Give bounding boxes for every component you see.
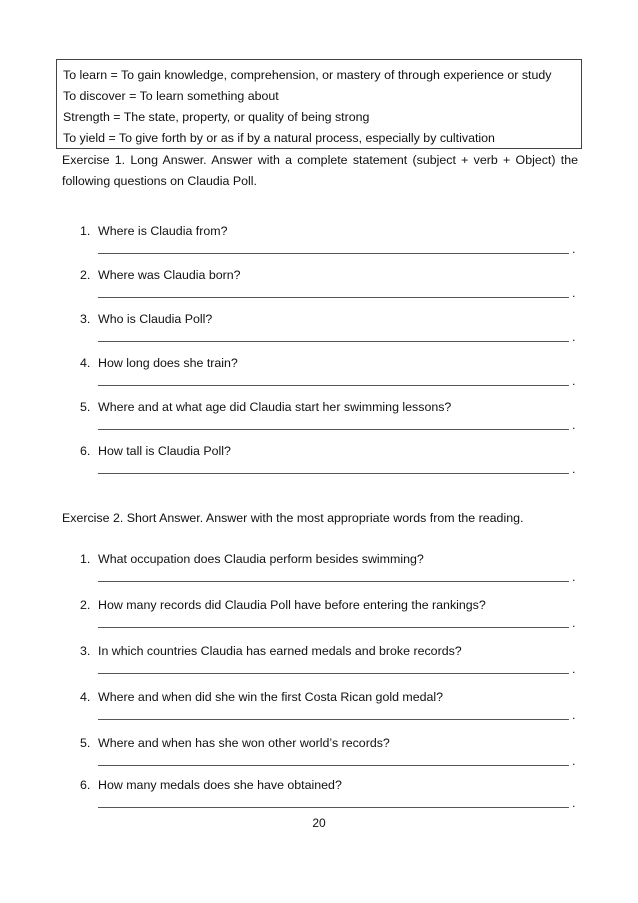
vocab-definition: Strength = The state, property, or quality of being strong	[63, 110, 370, 124]
question-text: What occupation does Claudia perform besides swimming?	[98, 552, 424, 566]
question-text: How tall is Claudia Poll?	[98, 444, 231, 458]
question-text: Where and when did she win the first Costa Rican gold medal?	[98, 690, 444, 704]
question-number: 4.	[80, 690, 91, 704]
question-text: Where and when has she won other world’s records?	[98, 736, 390, 750]
question-text: In which countries Claudia has earned medals and broke records?	[98, 644, 462, 658]
question-text: How long does she train?	[98, 356, 238, 370]
answer-line[interactable]: .	[98, 752, 569, 770]
question-text: Where and at what age did Claudia start her swimming lessons?	[98, 400, 452, 414]
exercise-1-heading: Exercise 1. Long Answer. Answer with a complete statement (subject + verb + Object) the following questions on Claudia Poll.	[62, 153, 578, 188]
question-number: 5.	[80, 736, 91, 750]
exercise-2-heading: Exercise 2. Short Answer. Answer with the most appropriate words from the reading.	[62, 511, 524, 525]
answer-line[interactable]: .	[98, 460, 569, 478]
answer-line[interactable]: .	[98, 568, 569, 586]
answer-line[interactable]: .	[98, 240, 569, 258]
question-number: 2.	[80, 598, 91, 612]
question-number: 4.	[80, 356, 91, 370]
question-number: 3.	[80, 644, 91, 658]
question-number: 5.	[80, 400, 91, 414]
question-text: Where is Claudia from?	[98, 224, 228, 238]
question-text: Where was Claudia born?	[98, 268, 241, 282]
page-number: 20	[312, 816, 326, 830]
vocabulary-box	[56, 59, 582, 149]
answer-line[interactable]: .	[98, 416, 569, 434]
question-text: How many records did Claudia Poll have before entering the rankings?	[98, 598, 486, 612]
vocab-definition: To yield = To give forth by or as if by a natural process, especially by cultivation	[63, 131, 495, 145]
answer-line[interactable]: .	[98, 660, 569, 678]
vocab-definition: To discover = To learn something about	[63, 89, 279, 103]
answer-line[interactable]: .	[98, 706, 569, 724]
question-text: How many medals does she have obtained?	[98, 778, 342, 792]
question-number: 6.	[80, 444, 91, 458]
question-number: 6.	[80, 778, 91, 792]
answer-line[interactable]: .	[98, 614, 569, 632]
question-number: 1.	[80, 552, 91, 566]
answer-line[interactable]: .	[98, 328, 569, 346]
question-number: 3.	[80, 312, 91, 326]
question-text: Who is Claudia Poll?	[98, 312, 213, 326]
question-number: 2.	[80, 268, 91, 282]
question-number: 1.	[80, 224, 91, 238]
vocab-definition: To learn = To gain knowledge, comprehension, or mastery of through experience or study	[63, 68, 552, 82]
answer-line[interactable]: .	[98, 372, 569, 390]
answer-line[interactable]: .	[98, 284, 569, 302]
answer-line[interactable]: .	[98, 794, 569, 812]
